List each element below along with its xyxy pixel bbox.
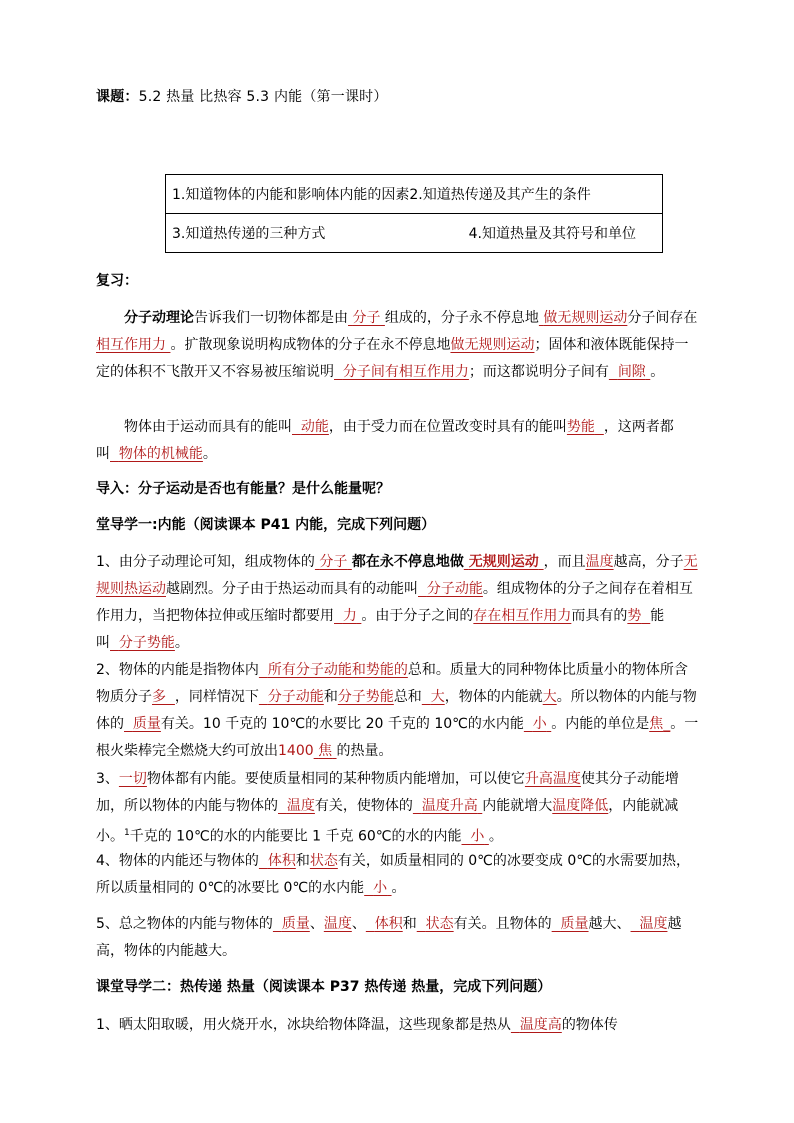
answer-blank: 小 xyxy=(470,828,485,845)
answer-blank: 分子间有相互作用力 xyxy=(342,364,469,380)
answer-blank: 温度 xyxy=(286,798,315,814)
answer-blank: 一切 xyxy=(118,771,147,787)
objective-2: 2.知道热传递及其产生的条件 xyxy=(409,187,591,203)
answer-blank: 状态 xyxy=(309,853,338,869)
answer-blank: 温度升高 xyxy=(421,798,478,814)
answer-blank: 温度 xyxy=(585,554,614,570)
answer-blank: 间隙 xyxy=(617,364,646,380)
paragraph-2: 2、物体的内能是指物体内 所有分子动能和势能的总和。质量大的同种物体比质量小的物体所含物质分子多 ，同样情况下 分子动能和分子势能总和 大，物体的内能就大。所以物体的内能与物体的 质量有关。10 千克的 10℃的水要比 20 千克的 10℃的水内能 小 。内能的单位是焦_。一根火柴棒完全燃烧大约可放出1400 焦 的热量。 xyxy=(96,662,699,759)
answer-blank: 分子动能 xyxy=(426,581,483,597)
title-label: 课题： xyxy=(96,89,139,105)
answer-blank: 温度 xyxy=(639,916,668,932)
answer-blank: 体积 xyxy=(267,853,296,869)
answer-blank: 大 xyxy=(430,689,445,705)
paragraph-3: 3、一切物体都有内能。要使质量相同的某种物质内能增加，可以使它升高温度使其分子动能增加，所以物体的内能与物体的 温度有关，使物体的 温度升高 内能就增大温度降低，内能就减小。$^1$千克的 10℃的水的内能要比 1 千克 60℃的水的内能 小 。 xyxy=(96,771,679,845)
answer-blank: 做无规则运动 xyxy=(450,337,535,353)
review-lead: 分子动理论 xyxy=(124,310,194,326)
answer-blank: 无规则运动 xyxy=(468,554,539,570)
answer-blank: 质量 xyxy=(560,916,589,932)
answer-blank: 小 xyxy=(373,880,388,896)
answer-blank: 势 xyxy=(627,608,642,624)
review-heading: 复习： xyxy=(96,273,138,289)
answer-blank: 分子势能 xyxy=(118,635,175,651)
intro-line: 导入：分子运动是否也有能量？是什么能量呢？ xyxy=(96,481,390,497)
answer-blank: 势能 xyxy=(566,419,595,435)
lesson-title xyxy=(96,86,388,106)
review-paragraph-2: 物体由于运动而具有的能叫 动能，由于受力而在位置改变时具有的能叫势能 ，这两者都叫 物体的机械能。 xyxy=(96,419,674,462)
answer-blank: 焦_ xyxy=(649,716,671,732)
answer-blank: 所有分子动能和势能的 xyxy=(267,662,408,678)
answer-blank: 分子 xyxy=(352,310,381,326)
answer-blank: 小 xyxy=(532,716,547,732)
answer-blank: 相互作用力 xyxy=(96,337,166,353)
section-1-heading: 堂导学一:内能（阅读课本 P41 内能，完成下列问题） xyxy=(96,517,436,533)
answer-blank: 无规则热运动 xyxy=(96,554,698,597)
answer-blank: 大 xyxy=(542,689,557,705)
answer-blank: 质量 xyxy=(132,716,161,732)
title-text: 5.2 热量 比热容 5.3 内能（第一课时） xyxy=(138,89,388,105)
answer-blank: 多 xyxy=(152,689,166,705)
answer-blank: 温度高 xyxy=(519,1017,562,1033)
answer-blank: 温度 xyxy=(323,916,352,932)
answer-blank: 力 xyxy=(342,608,357,624)
answer-blank: 温度降低 xyxy=(552,798,609,814)
table-row xyxy=(166,175,663,214)
answer-blank: 体积 xyxy=(374,916,403,932)
section-2-heading: 课堂导学二：热传递 热量（阅读课本 P37 热传递 热量，完成下列问题） xyxy=(96,979,552,995)
answer-blank: 做无规则运动 xyxy=(543,310,628,326)
paragraph-5: 5、总之物体的内能与物体的 质量、温度、 体积和 状态有关。且物体的 质量越大、 温度越高，物体的内能越大。 xyxy=(96,916,682,959)
paragraph-6: 1、晒太阳取暖，用火烧开水，冰块给物体降温，这些现象都是热从 温度高的物体传 xyxy=(96,1017,618,1033)
table-row xyxy=(166,214,663,253)
answer-blank: 焦 xyxy=(318,743,333,759)
answer-blank: 分子势能 xyxy=(337,689,394,705)
objectives-cell xyxy=(166,214,663,253)
answer-blank: 分子 xyxy=(319,554,348,570)
answer-blank: 分子动能 xyxy=(267,689,324,705)
objectives-table xyxy=(165,174,663,253)
paragraph-1: 1、由分子动理论可知，组成物体的 分子 都在永不停息地做 无规则运动 ，而且温度越高，分子无规则热运动越剧烈。分子由于热运动而具有的动能叫 分子动能。组成物体的分子之间存在着相互作用力，当把物体拉伸或压缩时都要用 力 。由于分子之间的存在相互作用力而具有的势 能叫 分子势能。 xyxy=(96,554,698,651)
answer-blank: 状态 xyxy=(425,916,454,932)
objective-4: 4.知道热量及其符号和单位 xyxy=(468,226,636,242)
objective-1: 1.知道物体的内能和影响体内能的因素 xyxy=(172,187,410,203)
review-paragraph-1: 分子动理论告诉我们一切物体都是由 分子 组成的，分子永不停息地 做无规则运动分子间存在相互作用力 。扩散现象说明构成物体的分子在永不停息地做无规则运动；固体和液体既能保持一定的体积不飞散开又不容易被压缩说明 分子间有相互作用力；而这都说明分子间有 间隙 。 xyxy=(96,310,698,380)
answer-blank: 升高温度 xyxy=(524,771,581,787)
objectives-cell xyxy=(166,175,663,214)
paragraph-4: 4、物体的内能还与物体的 体积和状态有关，如质量相同的 0℃的冰要变成 0℃的水需要加热，所以质量相同的 0℃的冰要比 0℃的水内能 小 。 xyxy=(96,853,690,896)
answer-blank: 物体的机械能 xyxy=(118,446,203,462)
answer-blank: 存在相互作用力 xyxy=(473,608,572,624)
answer-blank: 质量 xyxy=(281,916,310,932)
objective-3: 3.知道热传递的三种方式 xyxy=(172,226,326,242)
answer-blank: 动能 xyxy=(300,419,329,435)
